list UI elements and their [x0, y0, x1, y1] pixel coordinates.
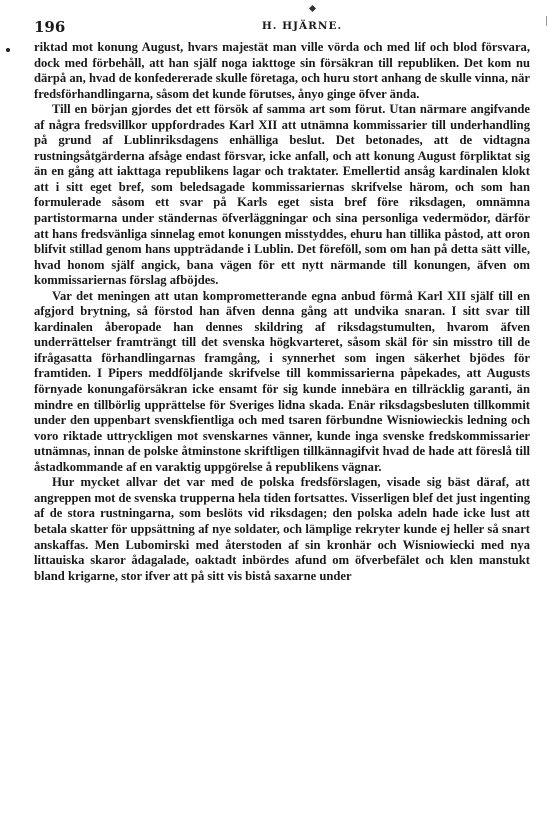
paragraph: Till en början gjordes det ett försök af samma art som förut. Utan närmare angifvande af några fredsvillkor uppfordrades Karl XII att utnämna kommissarier till underhandling på grund af Lublinriksdagens enhälliga beslut. Det betonades, att de vidtagna rustningsåtgärderna afsåge endast försvar, icke anfall, och att konung August förpliktat sig än en gång att iakttaga republikens lagar och traktater. Emellertid ansåg kardinalen klokt att i sitt eget bref, som beledsagade kommissariernas skrifvelse härom, och som han formulerade såsom ett svar på Karls eget sista bref före riksdagen, omnämna partistormarna under ständernas öfverläggningar och sina personliga vedermödor, därför att hans fredsvänliga sinnelag emot konungen misstyddes, ehuru han tillika påstod, att oron blifvit stillad genom hans uppträdande i Lublin. Det föreföll, som om han på detta sätt ville, hvad honom själf angick, bana vägen för ett nytt närmande till konungen, äfven om kommissariernas förslag afböjdes.: [34, 102, 530, 288]
print-tick-mark: [309, 5, 316, 12]
book-page: [34, 14, 530, 584]
running-head: H. HJÄRNE.: [261, 20, 343, 32]
page-number: 196: [34, 18, 66, 36]
body-text: [34, 40, 530, 584]
paragraph: Hur mycket allvar det var med de polska fredsförslagen, visade sig bäst däraf, att angreppen mot de svenska trupperna hela tiden fortsattes. Visserligen blef det just ingenting af de stora rustningarna, som beslöts vid riksdagen; den polska adeln hade icke lust att betala skatter för uppsättning af nye soldater, och lämplige rekryter kunde ej heller så snart anskaffas. Men Lubomirski med återstoden af sin kronhär och Wisniowiecki med nya littauiska skaror ådagalade, oaktadt inbördes afund om öfverbefälet och klen manstukt bland krigarne, stor ifver att på sitt vis bistå saxarne under: [34, 475, 530, 583]
paragraph: Var det meningen att utan komprometterande egna anbud förmå Karl XII själf till en afgjord brytning, så förstod han äfven denna gång att undvika snaran. I sitt svar till kardinalen åberopade han dennes skildring af riksdagstumulten, hvarom äfven underrättelser framträngt till det svenska högkvarteret, såsom skäl för sin misstro till de ifrågasatta förhandlingarnas framgång, i synnerhet som ingen säkerhet bjödes för framtiden. I Pipers meddföljande skrifvelse till kommissarierna påpekades, att Augusts förnyade konungaförsäkran icke ensamt för sig kunde innebära en tillräcklig garanti, än mindre en tillbörlig upprättelse för Sveriges lidna skada. Enär riksdagsbesluten tillkommit under den uppenbart svenskfientliga och med tsaren förbundne Wisniowieckis ledning och voro riktade uttryckligen mot svenskarnes vänner, kunde inga svenske fredskommissarier utnämnas, innan de polske åtminstone skriftligen tillkännagifvit hvad de hade att föreslå till åstadkommande af en varaktig uppgörelse å republikens vägnar.: [34, 288, 530, 474]
margin-dot: [6, 48, 10, 52]
paragraph-continued: riktad mot konung August, hvars majestät man ville vörda och med lif och blod försvara, dock med förbehåll, att han själf noga iakttoge sin försäkran till republiken. Det kom nu därpå an, hvad de konfedererade skulle företaga, och huru stort anhang de skulle vinna, när fredsförhandlingarna, såsom det kunde förutses, ånyo ginge öfver ända.: [34, 40, 531, 101]
margin-mark: [546, 16, 547, 26]
page-header: [34, 14, 530, 40]
